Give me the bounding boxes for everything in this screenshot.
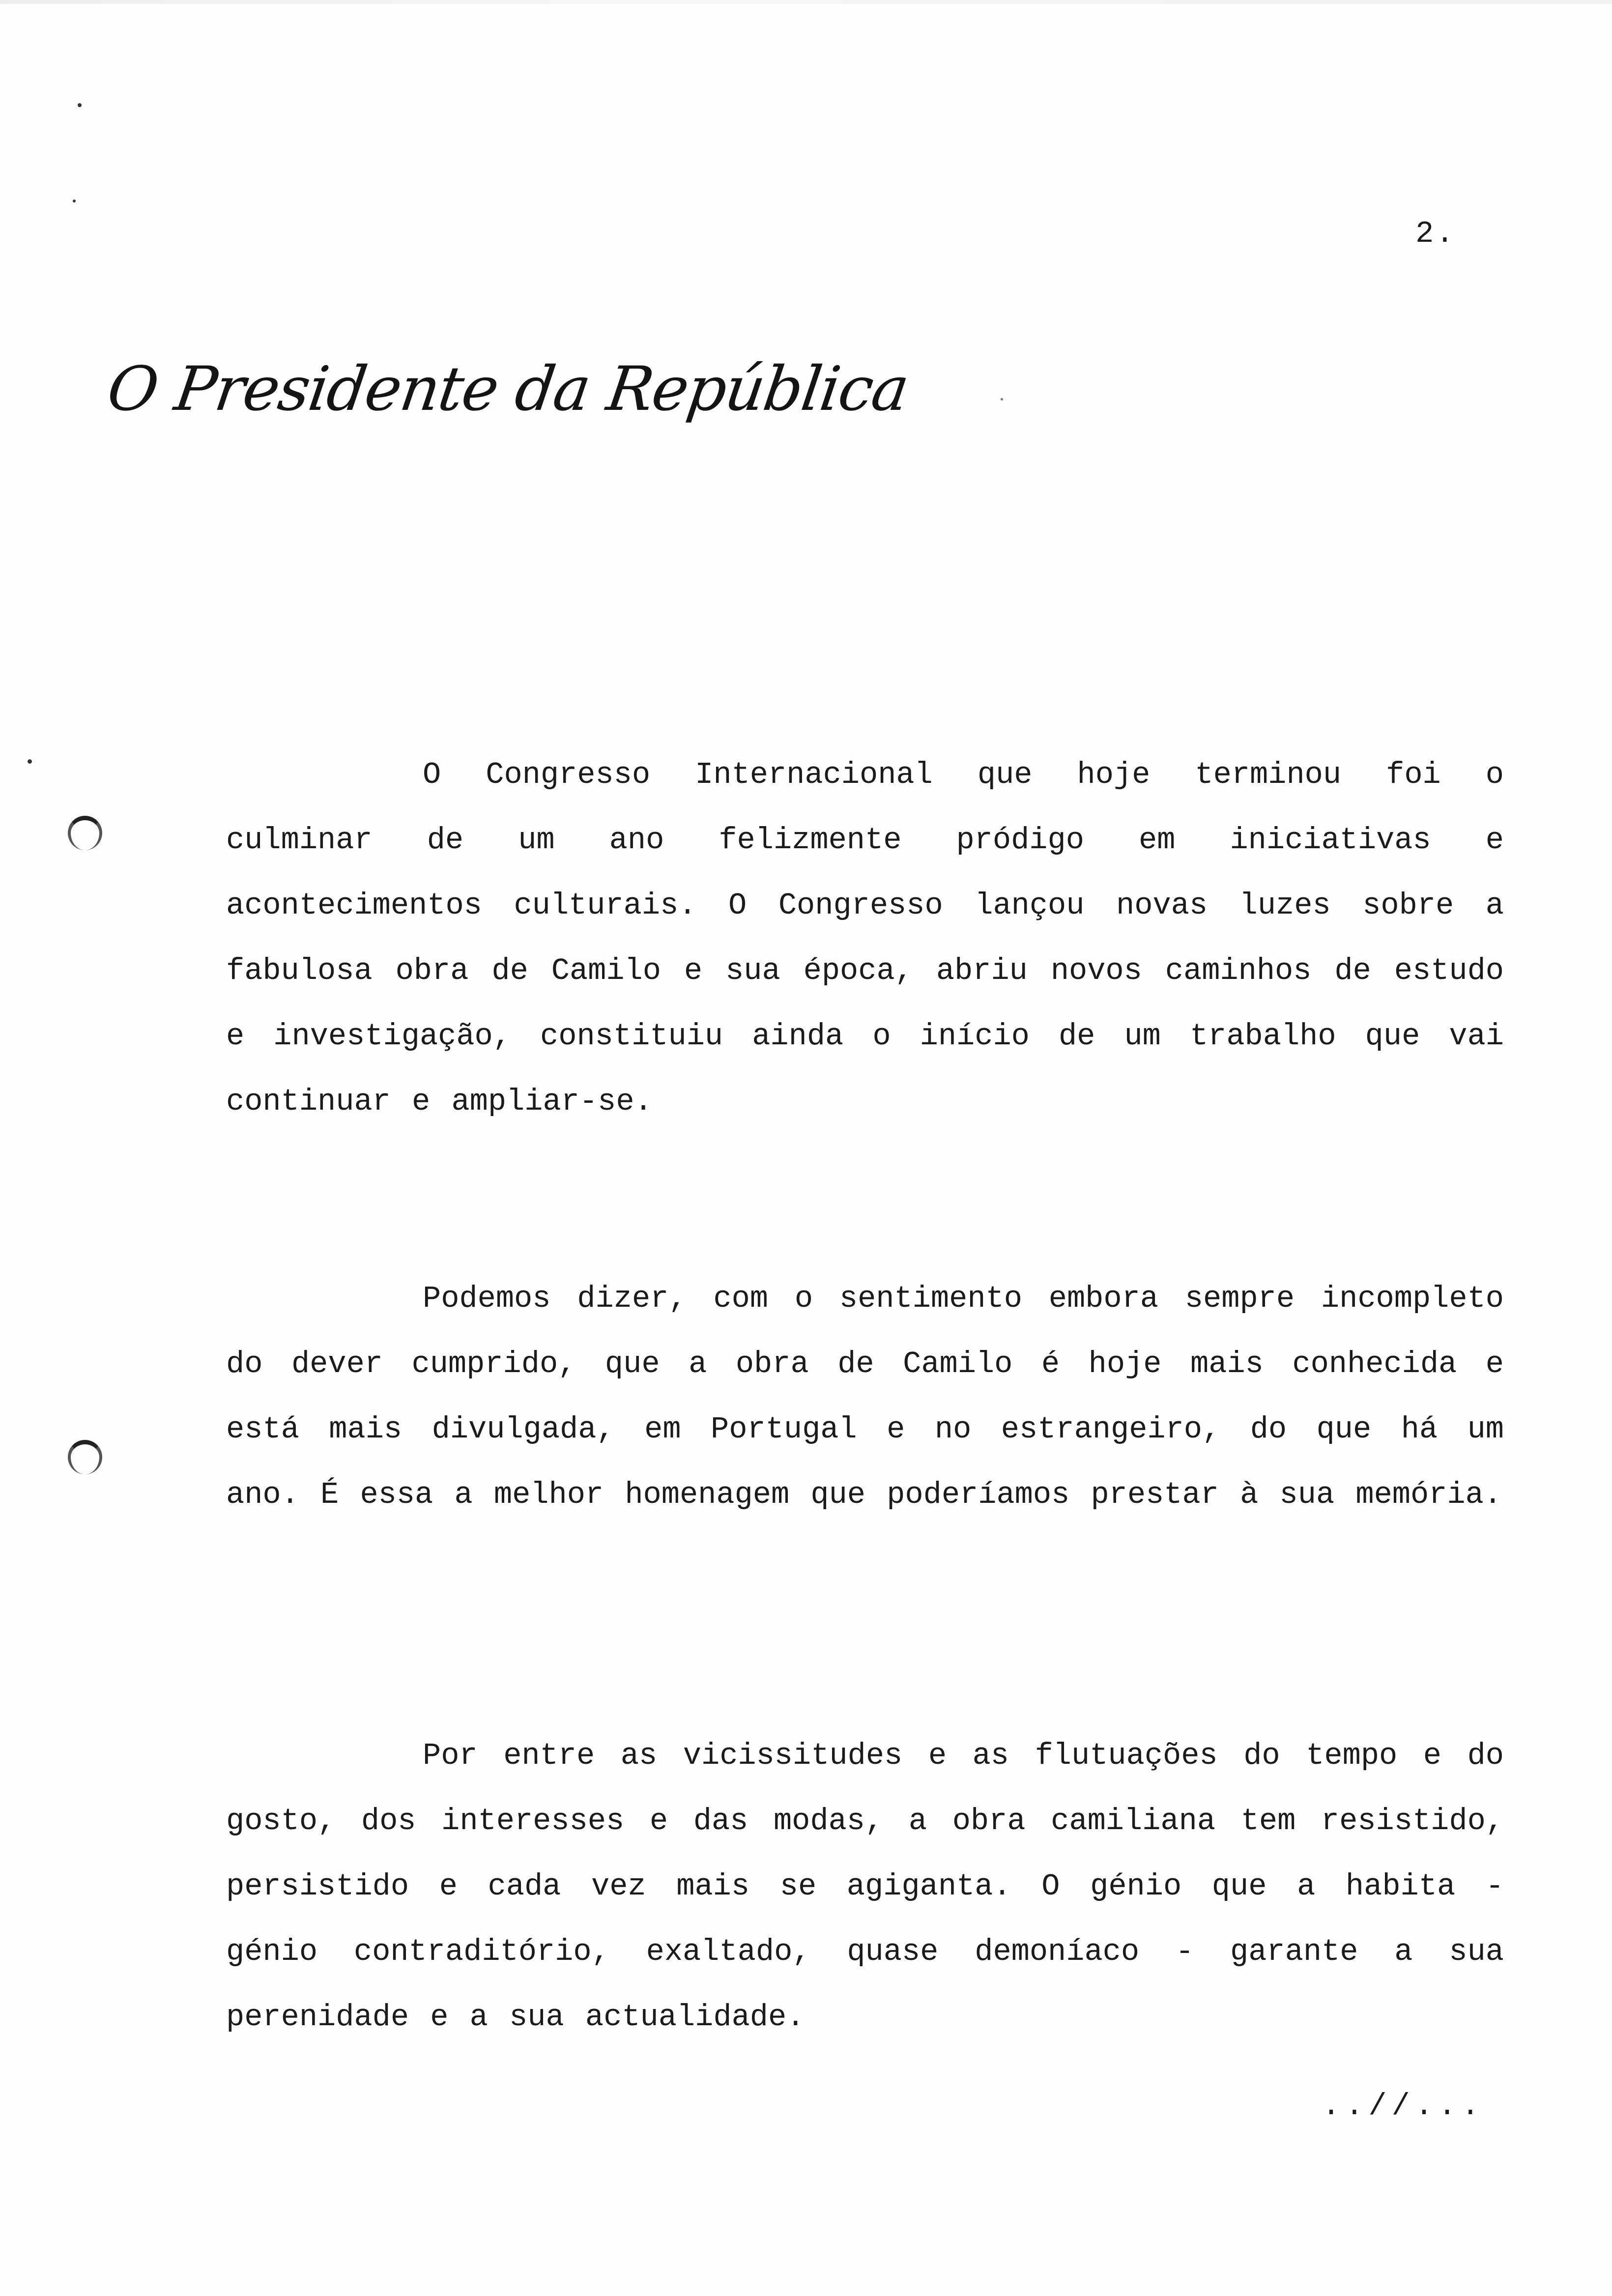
letterhead: O Presidente da República: [103, 354, 913, 425]
scan-speck: [73, 200, 76, 202]
paragraph: Podemos dizer, com o sentimento embora sempre incompleto do dever cumprido, que a obra de Camilo é hoje mais conhecida e está mais divulgada, em Portugal e no estrangeiro, do que há um ano. É essa a melhor homenagem que poderíamos prestar à sua memória.: [226, 1281, 1504, 1512]
continuation-mark: ..//...: [1322, 2089, 1485, 2124]
scan-speck: [1001, 398, 1003, 401]
scan-speck: [28, 759, 32, 764]
paragraph: O Congresso Internacional que hoje terminou foi o culminar de um ano felizmente pródigo em iniciativas e acontecimentos culturais. O Congresso lançou novas luzes sobre a fabulosa obra de Camilo e sua época, abriu novos caminhos de estudo e investigação, constituiu ainda o início de um trabalho que vai continuar e ampliar-se.: [226, 757, 1504, 1119]
punch-hole-icon: [68, 816, 102, 850]
page-number: 2.: [1415, 216, 1456, 251]
punch-hole-icon: [68, 1440, 102, 1474]
scan-edge: [0, 0, 1612, 4]
paragraph: Por entre as vicissitudes e as flutuações do tempo e do gosto, dos interesses e das modas, a obra camiliana tem resistido, persistido e cada vez mais se agiganta. O génio que a habita - génio contraditório, exaltado, quase demoníaco - garante a sua perenidade e a sua actualidade.: [226, 1738, 1504, 2035]
scan-speck: [78, 103, 82, 107]
